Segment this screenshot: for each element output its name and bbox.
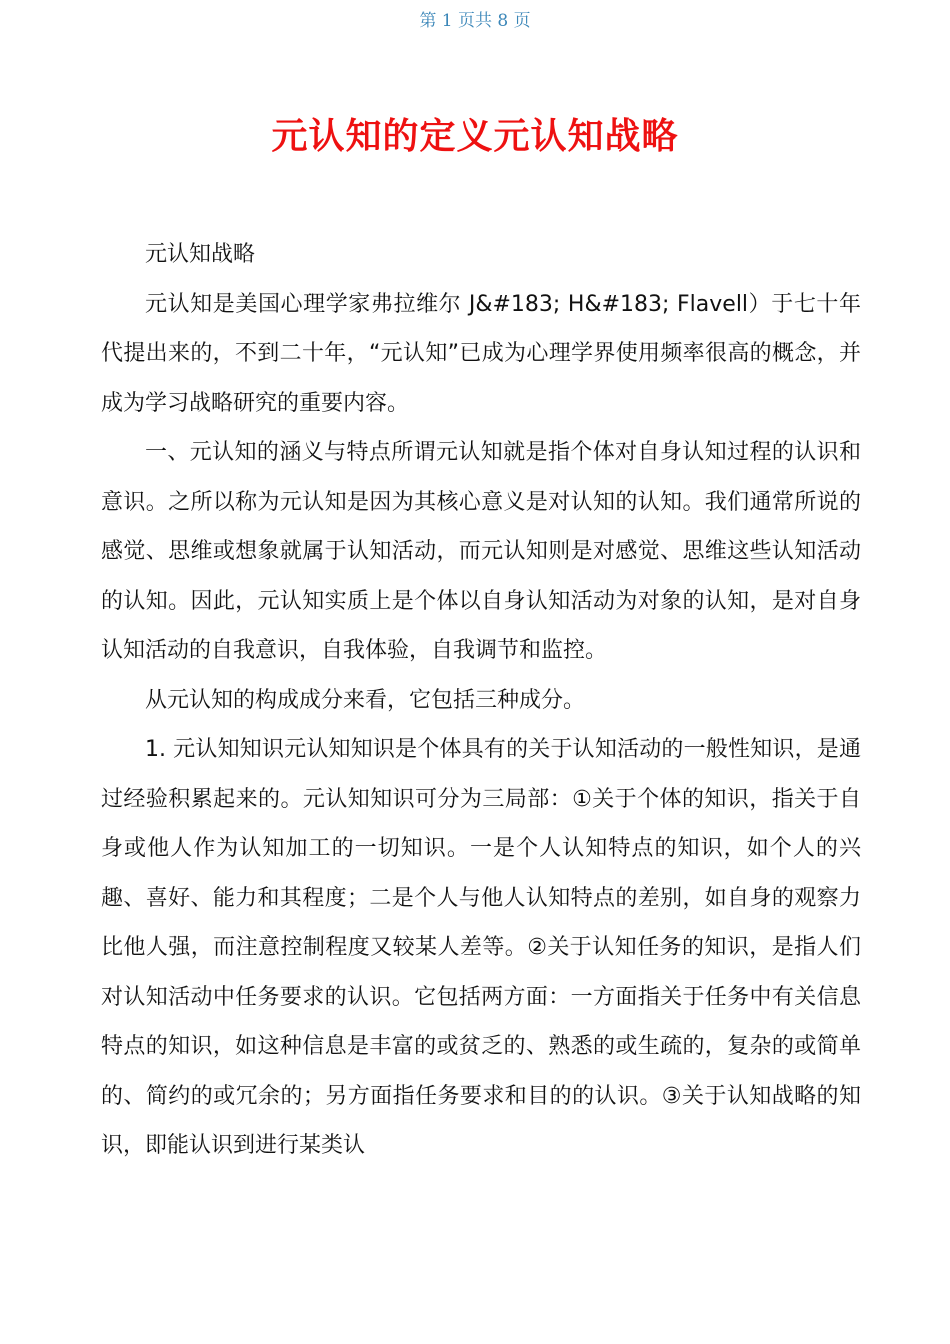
page-number-header: 第 1 页共 8 页 bbox=[419, 11, 531, 31]
paragraph-components: 从元认知的构成成分来看，它包括三种成分。 bbox=[145, 687, 586, 713]
paragraph-section-heading: 元认知战略 bbox=[145, 242, 256, 267]
paragraph-metacognitive-knowledge: 1. 元认知知识元认知知识是个体具有的关于认知活动的一般性知识，是通过经验积累起来的。元认知知识可分为三局部：①关于个体的知识，指关于自身或他人作为认知加工的一切知识。一是个人认知特点的知识，如个人的兴趣、喜好、能力和其程度；二是个人与他人认知特点的差别，如自身的观察力比他人强，而注意控制程度又较某人差等。②关于认知任务的知识，是指人们对认知活动中任务要求的认识。它包括两方面：一方面指关于任务中有关信息特点的知识，如这种信息是丰富的或贫乏的、熟悉的或生疏的，复杂的或简单的、简约的或冗余的；另方面指任务要求和目的的认识。③关于认知战略的知识，即能认识到进行某类认 bbox=[101, 737, 861, 1158]
paragraph-definition: 一、元认知的涵义与特点所谓元认知就是指个体对自身认知过程的认识和意识。之所以称为元认知是因为其核心意义是对认知的认知。我们通常所说的感觉、思维或想象就属于认知活动，而元认知则是对感觉、思维这些认知活动的认知。因此，元认知实质上是个体以自身认知活动为对象的认知，是对自身认知活动的自我意识，自我体验，自我调节和监控。 bbox=[101, 440, 861, 663]
paragraph-intro: 元认知是美国心理学家弗拉维尔 J&#183; H&#183; Flavell）于七十年代提出来的，不到二十年，“元认知”已成为心理学界使用频率很高的概念，并成为学习战略研究的重要内容。 bbox=[101, 291, 861, 416]
document-body bbox=[101, 230, 861, 1171]
document-title: 元认知的定义元认知战略 bbox=[271, 116, 679, 157]
